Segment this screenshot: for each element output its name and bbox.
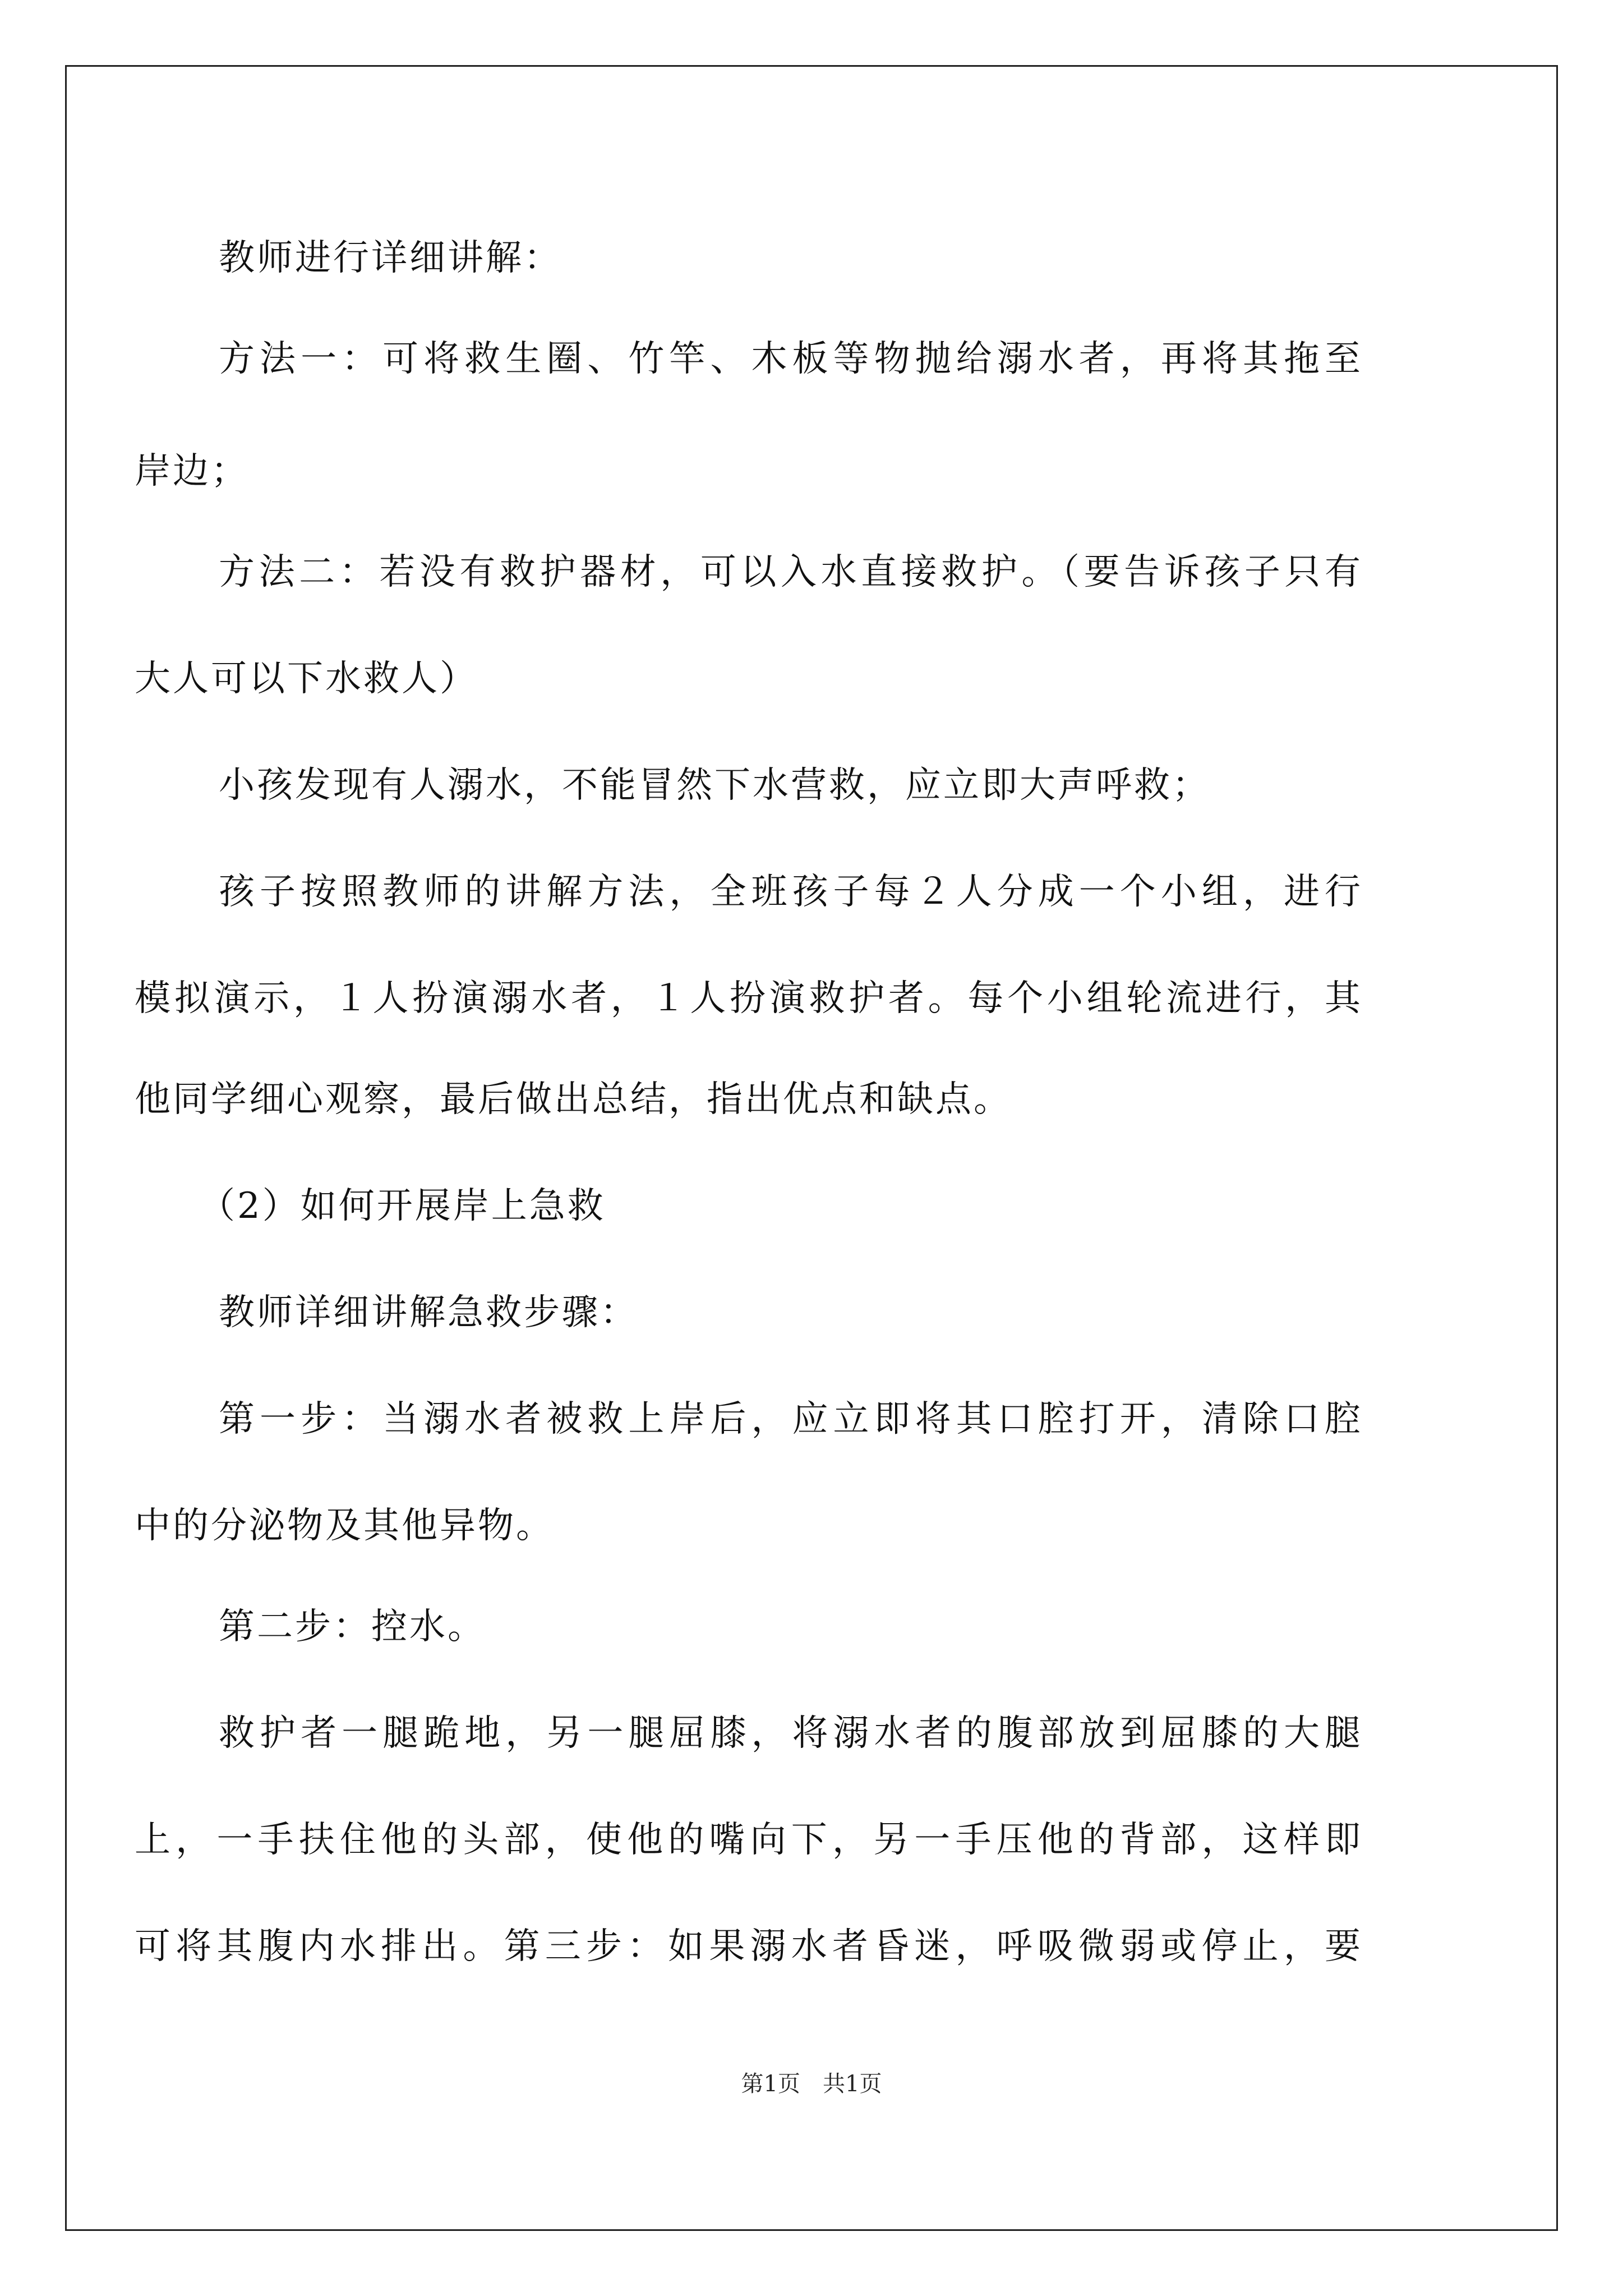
text-line: 教师进行详细讲解： bbox=[219, 237, 562, 279]
text-line: 救护者一腿跪地，另一腿屈膝，将溺水者的腹部放到屈膝的大腿 bbox=[219, 1713, 1363, 1754]
text-line: 上，一手扶住他的头部，使他的嘴向下，另一手压他的背部，这样即 bbox=[135, 1819, 1363, 1861]
text-line: 教师详细讲解急救步骤： bbox=[219, 1292, 638, 1333]
section-heading: （2）如何开展岸上急救 bbox=[199, 1185, 606, 1227]
text-line: 第二步：控水。 bbox=[219, 1606, 486, 1648]
text-line: 他同学细心观察，最后做出总结，指出优点和缺点。 bbox=[135, 1079, 1012, 1120]
text-line: 模拟演示，１人扮演溺水者，１人扮演救护者。每个小组轮流进行，其 bbox=[135, 978, 1363, 1019]
text-line: 方法二：若没有救护器材，可以入水直接救护。（要告诉孩子只有 bbox=[219, 551, 1363, 593]
text-line: 大人可以下水救人） bbox=[135, 658, 478, 700]
text-line: 岸边； bbox=[135, 450, 249, 492]
text-line: 方法一：可将救生圈、竹竿、木板等物抛给溺水者，再将其拖至 bbox=[219, 338, 1363, 380]
text-line: 第一步：当溺水者被救上岸后，应立即将其口腔打开，清除口腔 bbox=[219, 1398, 1363, 1440]
text-line: 孩子按照教师的讲解方法，全班孩子每２人分成一个小组，进行 bbox=[219, 871, 1363, 913]
text-line: 可将其腹内水排出。第三步：如果溺水者昏迷，呼吸微弱或停止，要 bbox=[135, 1926, 1363, 1967]
page-footer: 第1页 共1页 bbox=[741, 2071, 882, 2097]
text-line: 小孩发现有人溺水，不能冒然下水营救，应立即大声呼救； bbox=[219, 765, 1210, 806]
text-line: 中的分泌物及其他异物。 bbox=[135, 1505, 554, 1547]
